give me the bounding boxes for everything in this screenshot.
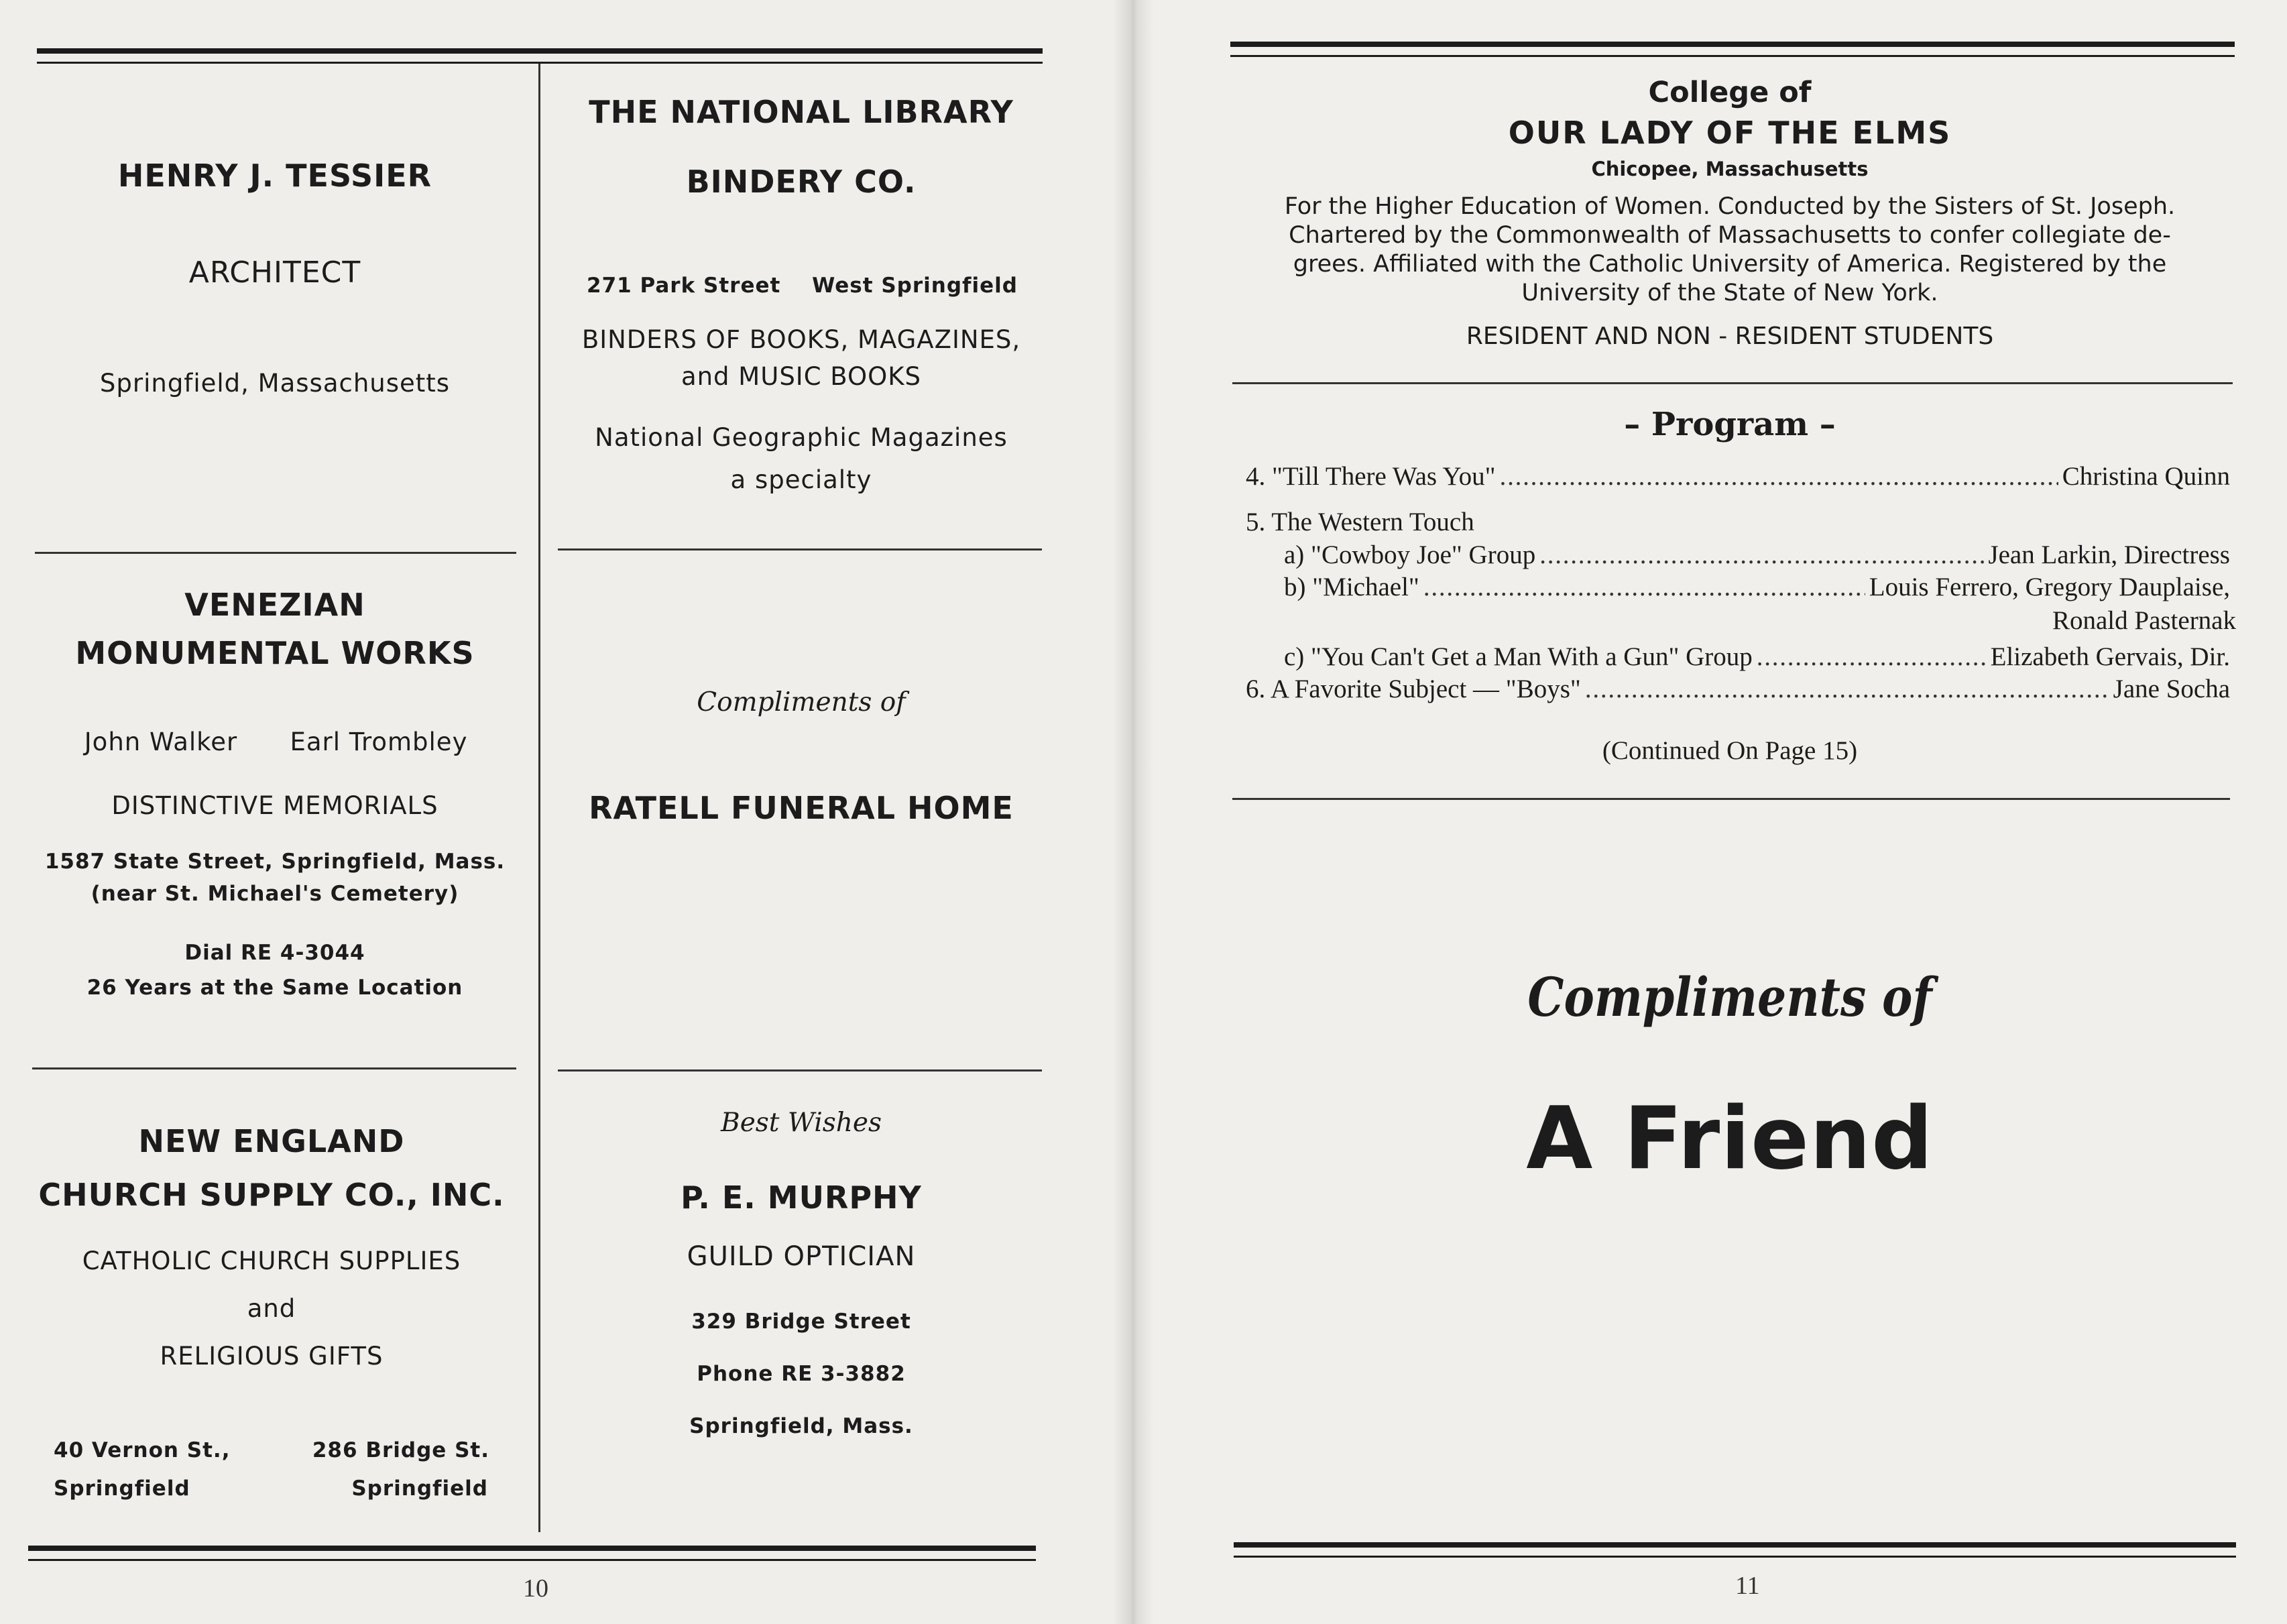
church-supply-desc1: CATHOLIC CHURCH SUPPLIES [82,1246,461,1275]
left-page [0,0,1133,1624]
college-line1: College of [1648,76,1812,109]
bindery-desc1: BINDERS OF BOOKS, MAGAZINES, [581,325,1021,354]
ad-ratell [550,687,1053,826]
program-item-4-title: 4. "Till There Was You" [1246,462,1496,491]
ad-bindery [550,94,1053,200]
ad-murphy [550,1108,1053,1438]
bindery-street: 271 Park Street [587,274,781,298]
divider [1232,798,2230,800]
leader-dots [1757,642,1987,672]
bindery-spec1: National Geographic Magazines [595,423,1008,452]
church-supply-addr2-city: Springfield [351,1476,488,1501]
program-item-6-performer: Jane Socha [2113,675,2230,703]
program-item-5b-performer: Louis Ferrero, Gregory Dauplaise, [1869,573,2230,601]
church-supply-desc3: RELIGIOUS GIFTS [160,1342,384,1371]
bindery-line2: BINDERY CO. [686,164,917,200]
program-continued: (Continued On Page 15) [1602,736,1858,765]
venezian-line2: MONUMENTAL WORKS [75,635,475,671]
murphy-city: Springfield, Mass. [689,1414,913,1438]
program-title: – Program – [1624,406,1836,443]
venezian-tagline: DISTINCTIVE MEMORIALS [111,791,438,820]
college-desc2: Chartered by the Commonwealth of Massachusetts to confer collegiate de- [1289,222,2171,249]
page-number: 11 [1735,1572,1760,1600]
bindery-spec2: a specialty [730,465,872,494]
leader-dots [1500,461,2058,491]
program-item-5c [1284,642,2230,672]
venezian-address: 1587 State Street, Springfield, Mass. [44,850,506,874]
church-supply-desc2: and [247,1294,296,1323]
program-item-5a-title: a) "Cowboy Joe" Group [1284,540,1536,569]
college-desc3: grees. Affiliated with the Catholic University of America. Registered by the [1293,251,2167,278]
top-rule [1230,42,2235,57]
bindery-details [550,325,1053,494]
column-divider [538,64,540,1532]
program-item-4-performer: Christina Quinn [2062,462,2230,491]
tessier-name: HENRY J. TESSIER [117,158,432,194]
venezian-near: (near St. Michael's Cemetery) [91,882,459,906]
divider [558,548,1042,550]
venezian-person2: Earl Trombley [290,728,468,756]
ratell-compliments: Compliments of [697,687,906,717]
program-item-5a [1284,540,2230,570]
right-page [1133,0,2287,1624]
church-supply-line1: NEW ENGLAND [138,1123,405,1159]
leader-dots [1585,674,2109,704]
book-spine-shadow [1113,0,1153,1624]
college-desc4: University of the State of New York. [1521,280,1938,306]
tessier-profession: ARCHITECT [188,255,361,290]
venezian-person1: John Walker [84,728,238,756]
top-rule [37,48,1043,64]
program-item-5b-performer2: Ronald Pasternak [2052,606,2236,635]
bindery-line1: THE NATIONAL LIBRARY [589,94,1014,130]
program-item-6 [1246,674,2230,704]
venezian-line1: VENEZIAN [184,587,365,623]
venezian-years: 26 Years at the Same Location [86,976,463,1000]
friend-compliments: Compliments of [1527,966,1932,1029]
ad-tessier [40,158,510,398]
college-desc1: For the Higher Education of Women. Conducted by the Sisters of St. Joseph. [1284,193,2176,220]
murphy-title: GUILD OPTICIAN [687,1241,916,1272]
bottom-rule [1234,1542,2236,1558]
bindery-city: West Springfield [812,274,1018,298]
church-supply-line2: CHURCH SUPPLY CO., INC. [38,1177,505,1213]
program-item-4 [1246,461,2230,491]
divider [32,1067,516,1069]
ad-church-supply [34,1123,510,1371]
program-item-6-title: 6. A Favorite Subject — "Boys" [1246,675,1581,703]
bindery-desc2: and MUSIC BOOKS [681,362,922,391]
church-supply-addr2-street: 286 Bridge St. [312,1438,489,1462]
friend-name: A Friend [1526,1089,1934,1189]
venezian-details [40,791,510,1000]
ad-venezian [40,587,510,671]
program-item-5b-title: b) "Michael" [1284,573,1419,601]
program-item-5a-performer: Jean Larkin, Directress [1988,540,2230,569]
murphy-name: P. E. MURPHY [681,1179,922,1216]
divider [35,552,516,554]
murphy-phone: Phone RE 3-3882 [697,1362,906,1386]
murphy-street: 329 Bridge Street [691,1310,911,1334]
program-item-5b [1284,572,2230,602]
college-location: Chicopee, Massachusetts [1591,158,1869,180]
divider [1232,382,2233,384]
venezian-dial: Dial RE 4-3044 [184,941,365,965]
divider [558,1069,1042,1071]
murphy-wishes: Best Wishes [721,1108,882,1138]
ad-friend [1227,966,2233,1189]
page-number: 10 [523,1574,548,1603]
tessier-location: Springfield, Massachusetts [99,369,451,398]
leader-dots [1539,540,1984,570]
ad-college [1227,76,2233,350]
church-supply-addr1-street: 40 Vernon St., [54,1438,231,1462]
program-item-5c-title: c) "You Can't Get a Man With a Gun" Group [1284,642,1753,671]
program-item-5-title: 5. The Western Touch [1246,508,1474,536]
bottom-rule [28,1546,1036,1561]
program-item-5c-performer: Elizabeth Gervais, Dir. [1990,642,2230,671]
college-students: RESIDENT AND NON - RESIDENT STUDENTS [1466,323,1994,350]
college-line2: OUR LADY OF THE ELMS [1508,115,1952,151]
ratell-name: RATELL FUNERAL HOME [589,790,1014,826]
church-supply-addr1-city: Springfield [54,1476,190,1501]
leader-dots [1423,572,1865,602]
